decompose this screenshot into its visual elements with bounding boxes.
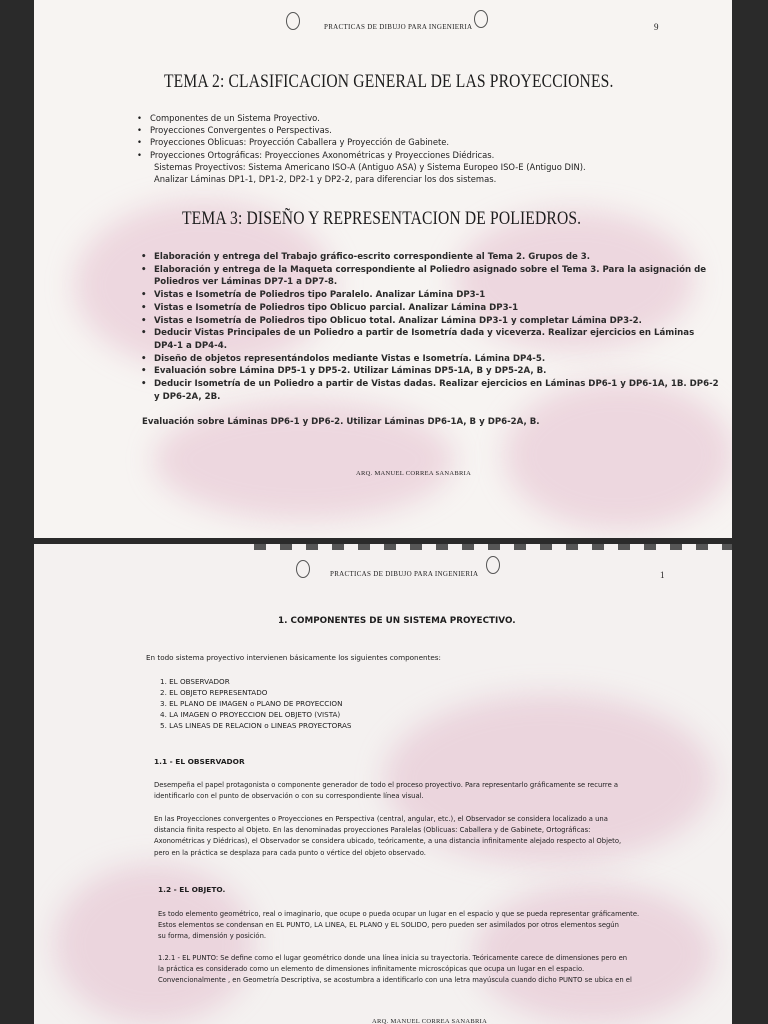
punch-hole-icon bbox=[296, 560, 310, 578]
page-header: PRACTICAS DE DIBUJO PARA INGENIERIA bbox=[324, 23, 473, 31]
list-item: • Proyecciones Oblicuas: Proyección Caballera y Proyección de Gabinete. bbox=[150, 136, 730, 148]
page-footer: ARQ. MANUEL CORREA SANABRIA bbox=[356, 470, 472, 477]
list-item: • Vistas e Isometría de Poliedros tipo Oblicuo parcial. Analizar Lámina DP3-1 bbox=[154, 302, 720, 315]
text-line: En las Proyecciones convergentes o Proyecciones en Perspectiva (central, angular, etc.), el Observador se considera localizado a una bbox=[154, 815, 608, 823]
page-number: 9 bbox=[654, 22, 659, 32]
list-item: 1. EL OBSERVADOR bbox=[160, 677, 230, 686]
punch-hole-icon bbox=[486, 556, 500, 574]
list-item: • Deducir Isometría de un Poliedro a partir de Vistas dadas. Realizar ejercicios en Láminas DP6-1 y DP6-1A, 1B. DP6-2 y DP6-2A, 2B. bbox=[154, 378, 720, 403]
page-header: PRACTICAS DE DIBUJO PARA INGENIERIA bbox=[330, 570, 479, 578]
punch-hole-icon bbox=[474, 10, 488, 28]
text-line: su forma, dimensión y posición. bbox=[158, 932, 267, 941]
text-line: identificarlo con el punto de observación o con su correspondiente línea visual. bbox=[154, 792, 424, 801]
section-heading: 1.2 - EL OBJETO. bbox=[158, 885, 226, 894]
tema2-continuation bbox=[154, 161, 586, 185]
paragraph bbox=[154, 814, 724, 859]
tema3-list bbox=[140, 251, 720, 403]
text-line: la práctica es considerado como un elemento de dimensiones infinitamente microscópicas que ocupa un lugar en el espacio. bbox=[158, 965, 585, 974]
page-1 bbox=[34, 544, 732, 1024]
text-line: distancia finita respecto al Objeto. En las denominadas proyecciones Paralelas (Oblicuas: Caballera y de Gabinete, Ortográficas: bbox=[154, 826, 591, 835]
tema2-list bbox=[136, 112, 730, 161]
text-line: Estos elementos se condensan en EL PUNTO, LA LINEA, EL PLANO y EL SOLIDO, pero pueden ser asimilados por otros elementos según bbox=[158, 921, 619, 930]
text-line: Es todo elemento geométrico, real o imaginario, que ocupe o pueda ocupar un lugar en el espacio y que se pueda representar gráficamente. bbox=[158, 910, 640, 918]
section-title: 1. COMPONENTES DE UN SISTEMA PROYECTIVO. bbox=[278, 616, 516, 626]
tema2-title: TEMA 2: CLASIFICACION GENERAL DE LAS PROYECCIONES. bbox=[164, 71, 614, 92]
tema3-title: TEMA 3: DISEÑO Y REPRESENTACION DE POLIEDROS. bbox=[182, 208, 582, 229]
list-item: • Elaboración y entrega de la Maqueta correspondiente al Poliedro asignado sobre el Tema 3. Para la asignación de Poliedros ver Láminas DP7-1 a DP7-8. bbox=[154, 264, 720, 289]
list-item: • Diseño de objetos representándolos mediante Vistas e Isometría. Lámina DP4-5. bbox=[154, 353, 720, 366]
intro-text: En todo sistema proyectivo intervienen básicamente los siguientes componentes: bbox=[146, 653, 441, 662]
section-heading: 1.1 - EL OBSERVADOR bbox=[154, 757, 245, 766]
components-list bbox=[160, 676, 351, 731]
list-item: 5. LAS LINEAS DE RELACION o LINEAS PROYECTORAS bbox=[160, 721, 352, 730]
text-line: Convencionalmente , en Geometría Descriptiva, se acostumbra a identificarlo con una letra mayúscula cuando dicho PUNTO se ubica en el bbox=[158, 976, 632, 985]
page-number: 1 bbox=[660, 570, 665, 580]
text-line: Desempeña el papel protagonista o componente generador de todo el proceso proyectivo. Para representarlo gráficamente se recurre a bbox=[154, 781, 619, 789]
page-footer: ARQ. MANUEL CORREA SANABRIA bbox=[372, 1018, 488, 1024]
list-item: 4. LA IMAGEN O PROYECCION DEL OBJETO (VISTA) bbox=[160, 710, 341, 719]
text-line: 1.2.1 - EL PUNTO: Se define como el lugar geométrico donde una línea inicia su trayectoria. Teóricamente carece de dimensiones pero en bbox=[158, 954, 628, 962]
list-item: 3. EL PLANO DE IMAGEN o PLANO DE PROYECCION bbox=[160, 699, 343, 708]
list-item: • Evaluación sobre Lámina DP5-1 y DP5-2. Utilizar Láminas DP5-1A, B y DP5-2A, B. bbox=[154, 365, 720, 378]
tema3-last-line: Evaluación sobre Láminas DP6-1 y DP6-2. Utilizar Láminas DP6-1A, B y DP6-2A, B. bbox=[142, 417, 540, 427]
list-item: • Vistas e Isometría de Poliedros tipo Paralelo. Analizar Lámina DP3-1 bbox=[154, 289, 720, 302]
punch-hole-icon bbox=[286, 12, 300, 30]
scan-edge-marks bbox=[254, 544, 732, 550]
text-line: pero en la práctica se desplaza para cada punto o vértice del objeto observado. bbox=[154, 848, 426, 857]
list-item: • Elaboración y entrega del Trabajo gráfico-escrito correspondiente al Tema 2. Grupos de 3. bbox=[154, 251, 720, 264]
page-9 bbox=[34, 0, 732, 538]
list-item: • Componentes de un Sistema Proyectivo. bbox=[150, 112, 730, 124]
paragraph bbox=[158, 909, 728, 943]
text-line: Analizar Láminas DP1-1, DP1-2, DP2-1 y DP2-2, para diferenciar los dos sistemas. bbox=[154, 174, 497, 185]
text-line: Axonométricas y Diédricas), el Observador se considera ubicado, teóricamente, a una distancia infinitamente alejado respecto al Objeto, bbox=[154, 837, 622, 846]
list-item: 2. EL OBJETO REPRESENTADO bbox=[160, 688, 268, 697]
list-item: • Proyecciones Ortográficas: Proyecciones Axonométricas y Proyecciones Diédricas. bbox=[150, 149, 730, 161]
paragraph bbox=[158, 953, 728, 987]
paragraph bbox=[154, 780, 724, 802]
list-item: • Deducir Vistas Principales de un Poliedro a partir de Isometría dada y viceverza. Realizar ejercicios en Láminas DP4-1 a DP4-4. bbox=[154, 327, 720, 352]
list-item: • Vistas e Isometría de Poliedros tipo Oblicuo total. Analizar Lámina DP3-1 y completar Lámina DP3-2. bbox=[154, 315, 720, 328]
text-line: Sistemas Proyectivos: Sistema Americano ISO-A (Antiguo ASA) y Sistema Europeo ISO-E (Antiguo DIN). bbox=[154, 162, 586, 172]
list-item: • Proyecciones Convergentes o Perspectivas. bbox=[150, 124, 730, 136]
